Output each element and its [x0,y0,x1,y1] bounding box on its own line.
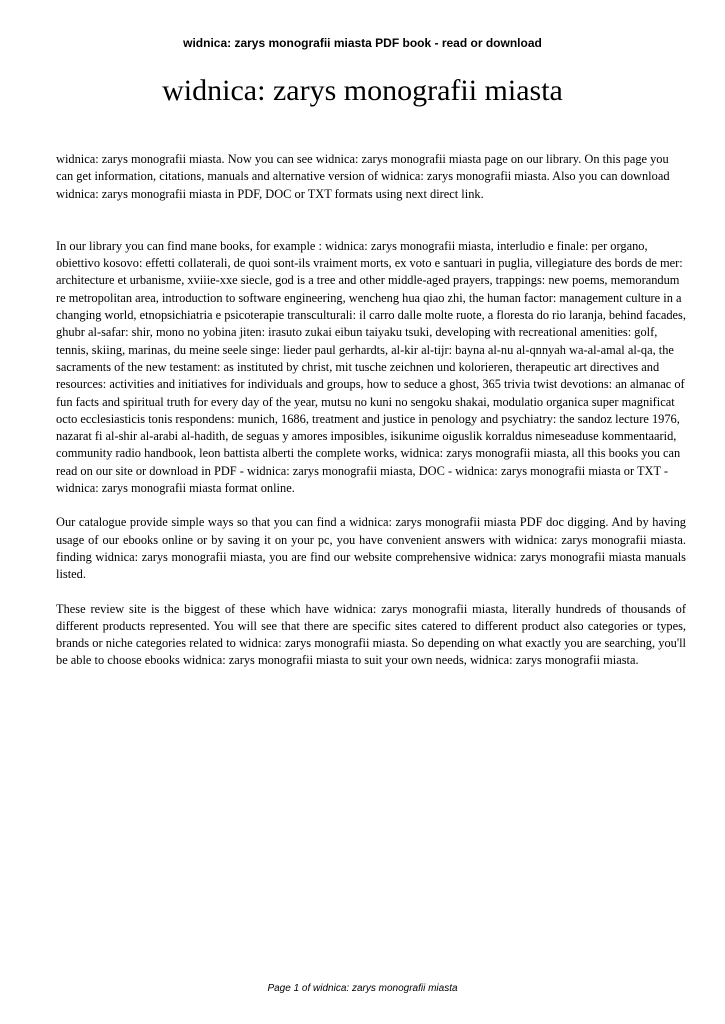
review-paragraph: These review site is the biggest of these which have widnica: zarys monografii miasta, literally hundreds of thousands of different products represented. You will see that there are specific sites catered to different product also categories or types, brands or niche categories related to widnica: zarys monografii miasta. So depending on what exactly you are searching, you'll be able to choose ebooks widnica: zarys monografii miasta to suit your own needs, widnica: zarys monografii miasta. [56,601,686,668]
document-body [56,151,686,670]
document-title: widnica: zarys monografii miasta [162,74,563,107]
page-footer: Page 1 of widnica: zarys monografii miasta [267,983,458,994]
intro-paragraph: widnica: zarys monografii miasta. Now you can see widnica: zarys monografii miasta page on our library. On this page you can get information, citations, manuals and alternative version of widnica: zarys monografii miasta. Also you can download widnica: zarys monografii miasta in PDF, DOC or TXT formats using next direct link. [56,152,670,201]
page-header: widnica: zarys monografii miasta PDF book - read or download [183,36,542,50]
catalogue-paragraph: Our catalogue provide simple ways so that you can find a widnica: zarys monografii miasta PDF doc digging. And by having usage of our ebooks online or by saving it on your pc, you have convenient answers with widnica: zarys monografii miasta. finding widnica: zarys monografii miasta, you are find our website comprehensive widnica: zarys monografii miasta manuals listed. [56,515,686,582]
library-paragraph: In our library you can find mane books, for example : widnica: zarys monografii miasta, interludio e finale: per organo, obiettivo kosovo: effetti collaterali, de quoi sont-ils vraiment morts, ex voto e santuari in puglia, villegiature des bords de mer: architecture et urbanisme, xviiie-xxe siecle, god is a tree and other middle-aged prayers, trappings: new poems, memorandum re metropolitan area, introduction to software engineering, wencheng hua qiao zhi, the human factor: management culture in a changing world, etnopsichiatria e psicoterapie transculturali: il carro dalle molte ruote, a floresta do rio laranja, behind facades, ghubr al-safar: shir, mono no yobina jiten: irasuto zukai eibun taiyaku tsuki, developing with recreational amenities: golf, tennis, skiing, marinas, du meine seele singe: lieder paul gerhardts, al-kir al-tijr: bayna al-nu al-qnnyah wa-al-amal al-qa, the sacraments of the new testament: as instituted by christ, mit tusche zeichnen und kolorieren, therapeutic art directives and resources: activities and initiatives for individuals and groups, how to seduce a ghost, 365 trivia twist devotions: an almanac of fun facts and spiritual truth for every day of the year, mutsu no kuni no sengoku shakai, modulatio organica super magnificat octo ecclesiasticis tonis respondens: munich, 1686, treatment and justice in penology and psychiatry: the sandoz lecture 1976, nazarat fi al-shir al-arabi al-hadith, de seguas y amores imposibles, isikunime oiguslik korraldus nimeseaduse kommentaarid, community radio handbook, leon battista alberti the complete works, widnica: zarys monografii miasta, all this books you can read on our site or download in PDF - widnica: zarys monografii miasta, DOC - widnica: zarys monografii miasta or TXT - widnica: zarys monografii miasta format online. [56,238,686,496]
